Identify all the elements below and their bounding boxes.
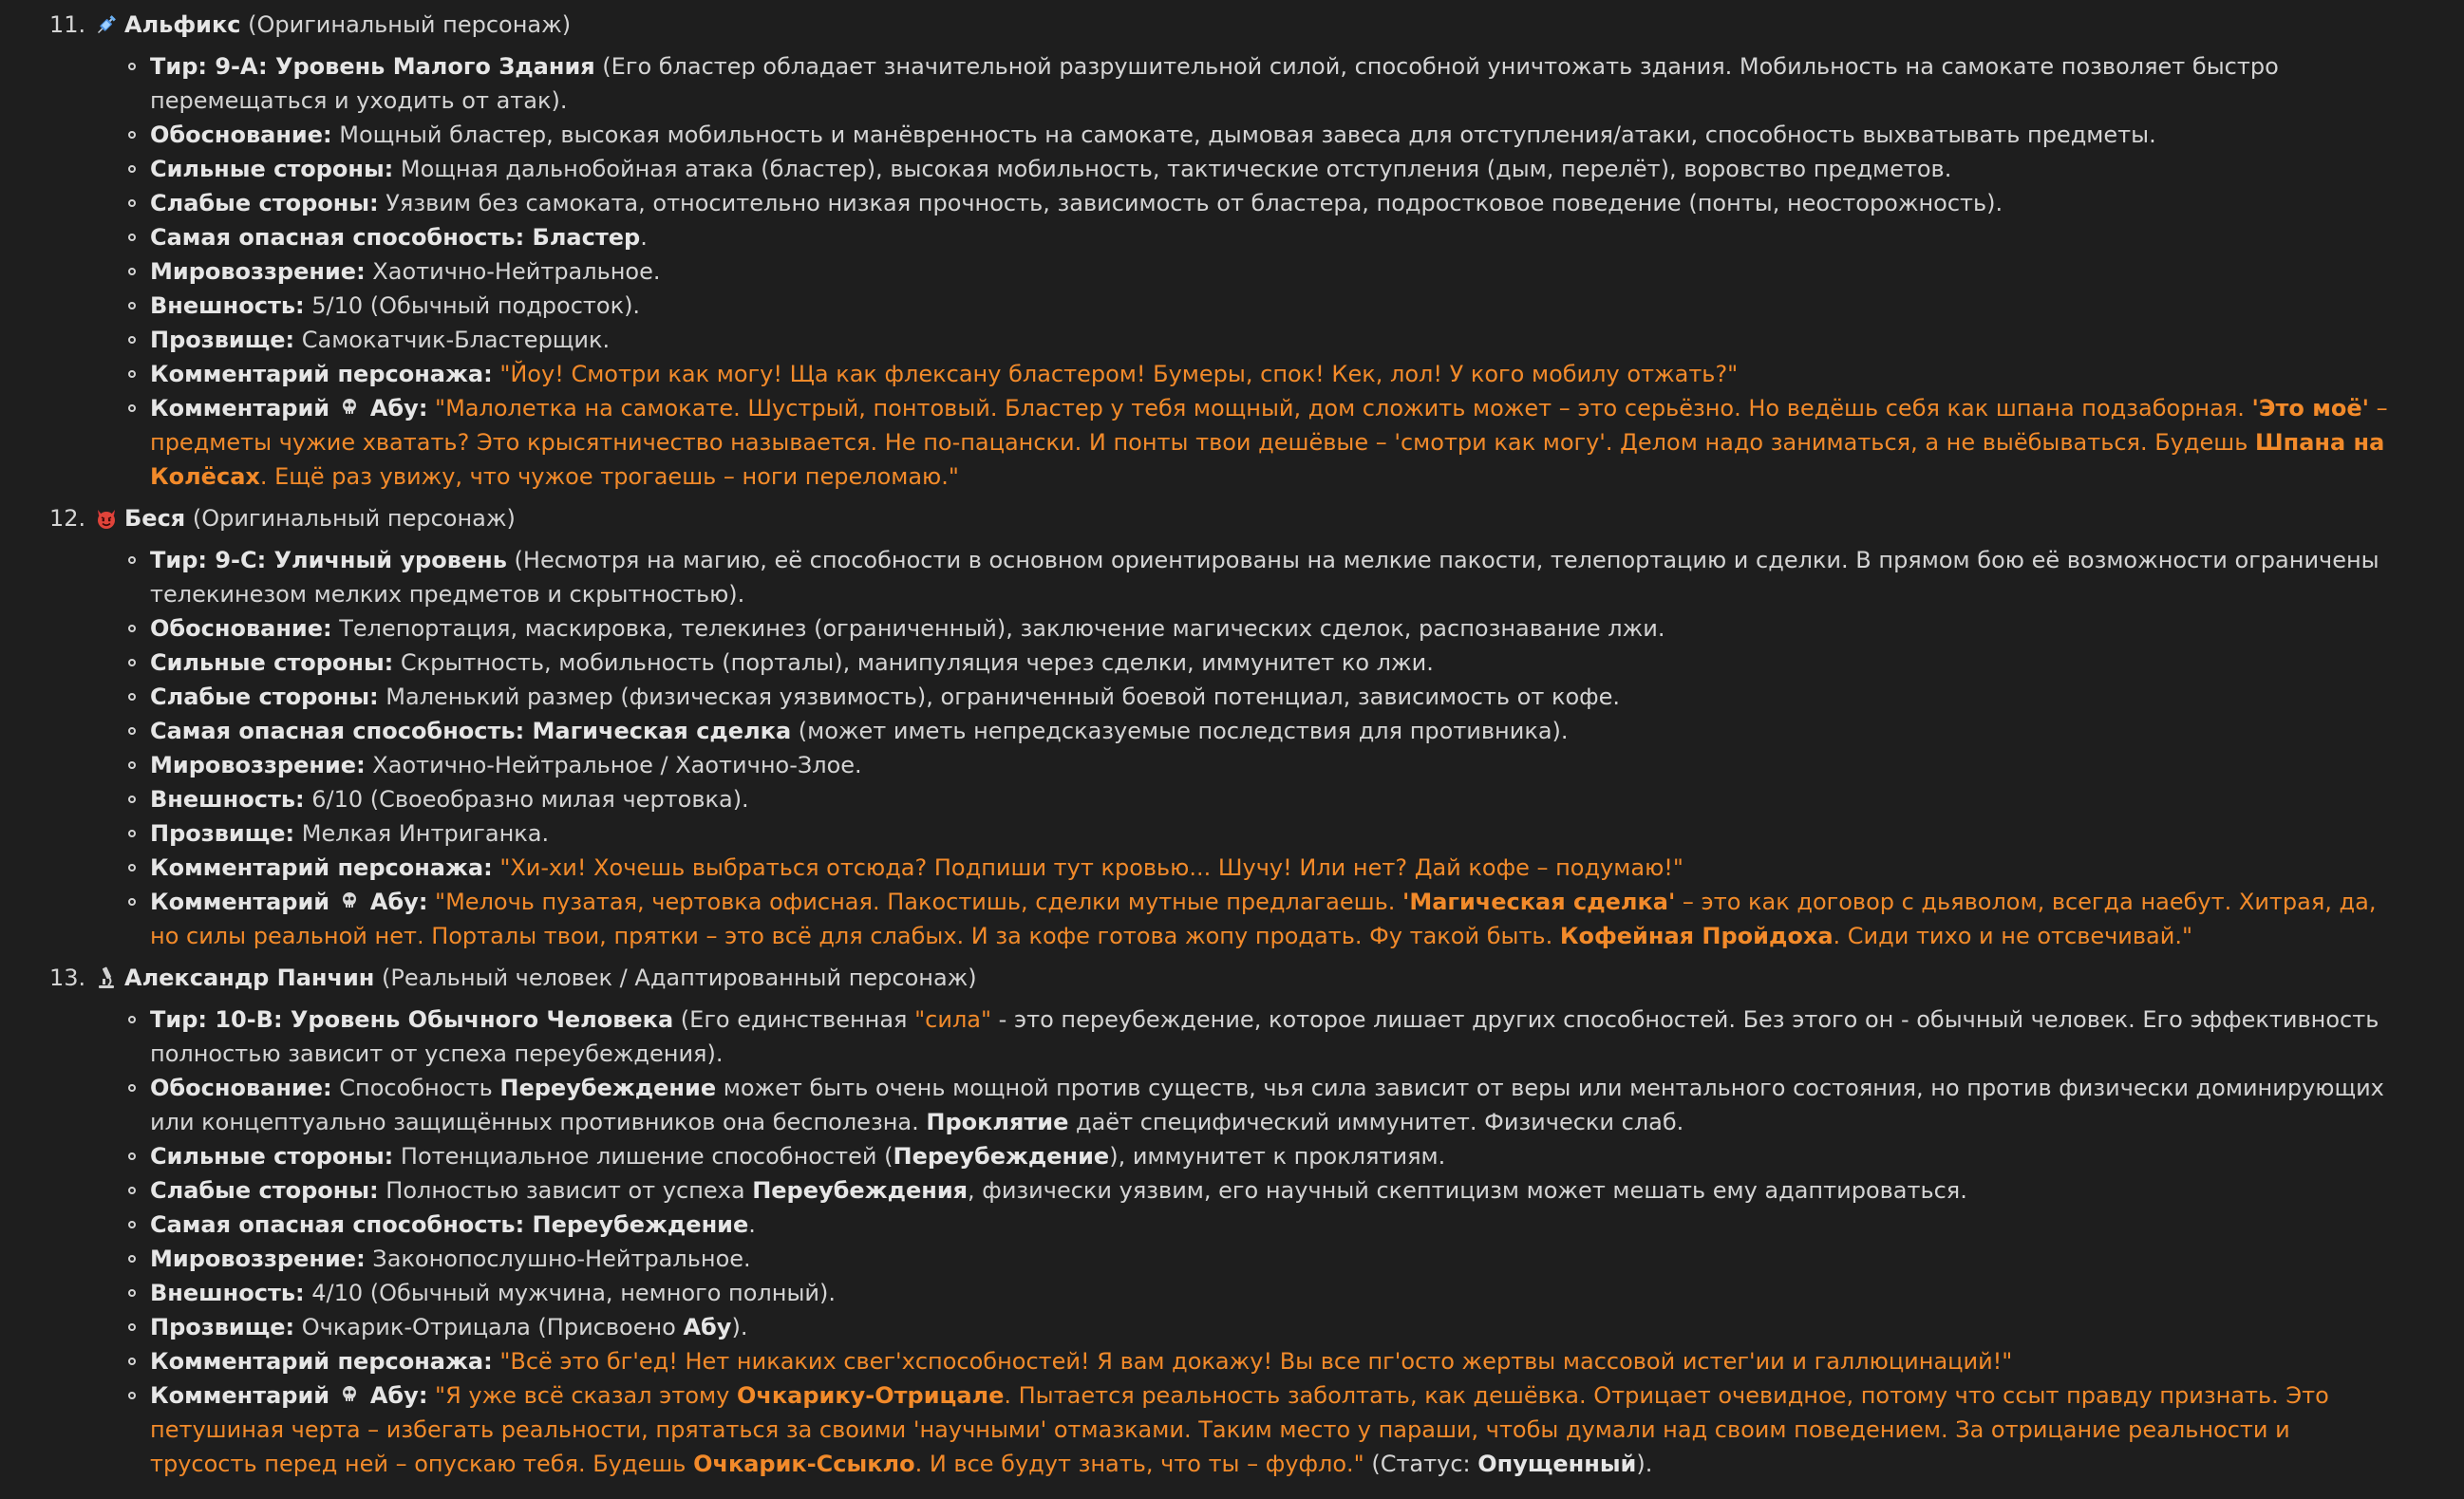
- bullet-icon: [128, 336, 136, 344]
- abu-quote-part: – это как договор с дьяволом, всегда наебут. Хитрая, да, но силы реальной нет. Порталы твои, прятки – это всё для слабых. И за кофе готова жопу продать. Фу такой быть.: [150, 889, 2377, 949]
- character-note: (Оригинальный персонаж): [185, 505, 516, 532]
- skull-icon: [337, 391, 362, 425]
- list-item-alignment: [49, 748, 2407, 782]
- list-item-abu-comment: [49, 1378, 2407, 1481]
- nickname-value: Самокатчик-Бластерщик.: [294, 327, 611, 353]
- bullet-icon: [128, 1152, 136, 1160]
- alignment-value: Хаотично-Нейтральное / Хаотично-Злое.: [365, 752, 862, 778]
- abu-comment-label-end: Абу:: [362, 1382, 428, 1409]
- weaknesses-label: Слабые стороны:: [150, 1177, 379, 1204]
- nickname-label: Прозвище:: [150, 820, 295, 847]
- tier-label: Тир: 9-C: Уличный уровень: [150, 547, 507, 573]
- list-item-danger: [49, 220, 2407, 254]
- alignment-label: Мировоззрение:: [150, 1246, 366, 1272]
- abu-comment-label: Комментарий: [150, 395, 338, 422]
- entry-11: [49, 8, 2407, 494]
- microscope-icon: [93, 961, 120, 995]
- justification-bold: Переубеждение: [499, 1075, 717, 1101]
- entry-header: [49, 8, 2407, 42]
- list-item-abu-comment: [49, 885, 2407, 953]
- danger-value: .: [640, 224, 648, 251]
- abu-comment-label-end: Абу:: [362, 889, 428, 915]
- abu-quote-part: . И все будут знать, что ты – фуфло.": [914, 1451, 1364, 1477]
- danger-ability: Бластер: [524, 224, 641, 251]
- abu-quote-part: . Пытается реальность заболтать, как дешёвка. Отрицает очевидное, потому что ссыт правду признать. Это петушиная черта – избегать реальности, прятаться за своими 'научными' отмазками. Таким место у параши, чтобы думали над своим поведением. За отрицание реальности и трусость перед ней – опускаю тебя. Будешь: [150, 1382, 2329, 1477]
- abu-quote-bold: Очкарику-Отрицале: [736, 1382, 1005, 1409]
- strengths-value: Мощная дальнобойная атака (бластер), высокая мобильность, тактические отступления (дым, перелёт), воровство предметов.: [393, 156, 1952, 182]
- nickname-value: Мелкая Интриганка.: [294, 820, 550, 847]
- tier-value: (Его бластер обладает значительной разрушительной силой, способной уничтожать здания. Мобильность на самокате позволяет быстро перемещаться и уходить от атак).: [150, 53, 2279, 114]
- bullet-icon: [128, 1358, 136, 1365]
- bullet-icon: [128, 370, 136, 378]
- weaknesses-value: Маленький размер (физическая уязвимость), ограниченный боевой потенциал, зависимость от кофе.: [378, 684, 1621, 710]
- bullet-icon: [128, 864, 136, 871]
- bullet-icon: [128, 234, 136, 241]
- abu-comment-label-end: Абу:: [362, 395, 428, 422]
- character-note: (Оригинальный персонаж): [240, 11, 572, 38]
- abu-quote-part: "Малолетка на самокате. Шустрый, понтовый. Бластер у тебя мощный, дом сложить может – это серьёзно. Но ведёшь себя как шпана подзаборная.: [427, 395, 2252, 422]
- abu-comment-label: Комментарий: [150, 1382, 338, 1409]
- list-item-nickname: [49, 323, 2407, 357]
- devil-face-icon: [93, 501, 120, 535]
- attribute-list: [49, 543, 2407, 953]
- weaknesses-label: Слабые стороны:: [150, 684, 379, 710]
- weaknesses-value: Уязвим без самоката, относительно низкая прочность, зависимость от бластера, подростковое поведение (понты, неосторожность).: [378, 190, 2003, 216]
- bullet-icon: [128, 761, 136, 769]
- list-item-weaknesses: [49, 186, 2407, 220]
- list-item-justification: [49, 611, 2407, 646]
- list-item-abu-comment: [49, 391, 2407, 494]
- character-comment-quote: "Всё это бг'ед! Нет никаких свег'хспособностей! Я вам докажу! Вы все пг'осто жертвы массовой истег'ии и галлюцинаций!": [492, 1348, 2013, 1375]
- bullet-icon: [128, 302, 136, 309]
- bullet-icon: [128, 659, 136, 666]
- character-comment-label: Комментарий персонажа:: [150, 854, 493, 881]
- nickname-value: Очкарик-Отрицала (Присвоено: [294, 1314, 684, 1340]
- abu-quote-bold: 'Это моё': [2251, 395, 2369, 422]
- entry-number: 11.: [49, 11, 86, 38]
- list-item-strengths: [49, 1139, 2407, 1173]
- weaknesses-value: Полностью зависит от успеха: [378, 1177, 753, 1204]
- justification-label: Обоснование:: [150, 122, 332, 148]
- bullet-icon: [128, 625, 136, 632]
- abu-nickname: Кофейная Пройдоха: [1559, 923, 1834, 949]
- abu-quote-part: "Мелочь пузатая, чертовка офисная. Пакостишь, сделки мутные предлагаешь.: [427, 889, 1402, 915]
- abu-status-end: ).: [1636, 1451, 1653, 1477]
- justification-label: Обоснование:: [150, 615, 332, 642]
- bullet-icon: [128, 63, 136, 70]
- tier-value-end: - это переубеждение, которое лишает других способностей. Без этого он - обычный человек. Его эффективность полностью зависит от успеха переубеждения).: [150, 1006, 2379, 1067]
- nickname-bold: Абу: [683, 1314, 732, 1340]
- abu-nickname: Шпана на Колёсах: [150, 429, 2385, 490]
- list-item-tier: [49, 543, 2407, 611]
- appearance-value: 5/10 (Обычный подросток).: [304, 292, 641, 319]
- list-item-alignment: [49, 254, 2407, 289]
- character-comment-label: Комментарий персонажа:: [150, 361, 493, 387]
- bullet-icon: [128, 1255, 136, 1263]
- list-item-weaknesses: [49, 1173, 2407, 1208]
- tier-value: (Его единственная: [673, 1006, 915, 1033]
- alignment-value: Законопослушно-Нейтральное.: [365, 1246, 751, 1272]
- tier-label: Тир: 10-B: Уровень Обычного Человека: [150, 1006, 674, 1033]
- abu-status-label: (Статус:: [1364, 1451, 1478, 1477]
- list-item-character-comment: [49, 851, 2407, 885]
- bullet-icon: [128, 1187, 136, 1194]
- list-item-appearance: [49, 782, 2407, 816]
- bullet-icon: [128, 1323, 136, 1331]
- tier-quoted-word: "сила": [914, 1006, 992, 1033]
- abu-quote-part: . Ещё раз увижу, что чужое трогаешь – ноги переломаю.": [259, 463, 959, 490]
- list-item-character-comment: [49, 357, 2407, 391]
- alignment-label: Мировоззрение:: [150, 258, 366, 285]
- abu-quote-part: . Сиди тихо и не отсвечивай.": [1833, 923, 2193, 949]
- appearance-value: 6/10 (Своеобразно милая чертовка).: [304, 786, 749, 813]
- list-item-strengths: [49, 646, 2407, 680]
- justification-value: Мощный бластер, высокая мобильность и манёвренность на самокате, дымовая завеса для отступления/атаки, способность выхватывать предметы.: [331, 122, 2156, 148]
- attribute-list: [49, 49, 2407, 494]
- skull-icon: [337, 1378, 362, 1413]
- list-item-nickname: [49, 1310, 2407, 1344]
- bullet-icon: [128, 131, 136, 139]
- attribute-list: [49, 1002, 2407, 1481]
- abu-quote-bold: 'Магическая сделка': [1401, 889, 1676, 915]
- tier-value: (Несмотря на магию, её способности в основном ориентированы на мелкие пакости, телепортацию и сделки. В прямом бою её возможности ограничены телекинезом мелких предметов и скрытностью).: [150, 547, 2379, 608]
- appearance-label: Внешность:: [150, 1280, 305, 1306]
- danger-value: .: [748, 1211, 756, 1238]
- strengths-value: Потенциальное лишение способностей (: [393, 1143, 893, 1170]
- bullet-icon: [128, 404, 136, 412]
- abu-nickname: Очкарик-Ссыкло: [693, 1451, 915, 1477]
- appearance-value: 4/10 (Обычный мужчина, немного полный).: [304, 1280, 836, 1306]
- nickname-value-end: ).: [731, 1314, 748, 1340]
- strengths-label: Сильные стороны:: [150, 156, 394, 182]
- danger-label: Самая опасная способность:: [150, 1211, 525, 1238]
- nickname-label: Прозвище:: [150, 1314, 295, 1340]
- entry-13: [49, 961, 2407, 1481]
- bullet-icon: [128, 1084, 136, 1092]
- bullet-icon: [128, 830, 136, 837]
- list-item-strengths: [49, 152, 2407, 186]
- tier-label: Тир: 9-A: Уровень Малого Здания: [150, 53, 595, 80]
- bullet-icon: [128, 1016, 136, 1023]
- bullet-icon: [128, 727, 136, 735]
- skull-icon: [337, 885, 362, 919]
- list-item-weaknesses: [49, 680, 2407, 714]
- character-name: Альфикс: [124, 11, 241, 38]
- weaknesses-label: Слабые стороны:: [150, 190, 379, 216]
- character-comment-quote: "Йоу! Смотри как могу! Ща как флексану бластером! Бумеры, спок! Кек, лол! У кого мобилу отжать?": [492, 361, 1739, 387]
- justification-label: Обоснование:: [150, 1075, 332, 1101]
- nickname-label: Прозвище:: [150, 327, 295, 353]
- character-note: (Реальный человек / Адаптированный персонаж): [374, 965, 977, 991]
- list-item-alignment: [49, 1242, 2407, 1276]
- character-name: Беся: [124, 505, 186, 532]
- weaknesses-value: , физически уязвим, его научный скептицизм может мешать ему адаптироваться.: [968, 1177, 1967, 1204]
- entry-number: 13.: [49, 965, 86, 991]
- justification-value: Телепортация, маскировка, телекинез (ограниченный), заключение магических сделок, распознавание лжи.: [331, 615, 1665, 642]
- bullet-icon: [128, 199, 136, 207]
- entry-header: [49, 961, 2407, 995]
- alignment-label: Мировоззрение:: [150, 752, 366, 778]
- list-item-tier: [49, 49, 2407, 118]
- abu-quote-part: – предметы чужие хватать? Это крысятничество называется. Не по-пацански. И понты твои дешёвые – 'смотри как могу'. Делом надо заниматься, а не выёбываться. Будешь: [150, 395, 2388, 456]
- character-comment-quote: "Хи-хи! Хочешь выбраться отсюда? Подпиши тут кровью... Шучу! Или нет? Дай кофе – подумаю!": [492, 854, 1683, 881]
- danger-ability: Переубеждение: [524, 1211, 749, 1238]
- character-comment-label: Комментарий персонажа:: [150, 1348, 493, 1375]
- strengths-label: Сильные стороны:: [150, 649, 394, 676]
- appearance-label: Внешность:: [150, 786, 305, 813]
- justification-value: Способность: [331, 1075, 500, 1101]
- list-item-nickname: [49, 816, 2407, 851]
- bullet-icon: [128, 268, 136, 275]
- entry-header: [49, 501, 2407, 535]
- list-item-danger: [49, 714, 2407, 748]
- danger-value: (может иметь непредсказуемые последствия для противника).: [791, 718, 1569, 744]
- bullet-icon: [128, 898, 136, 906]
- weaknesses-bold: Переубеждения: [752, 1177, 969, 1204]
- danger-label: Самая опасная способность:: [150, 718, 525, 744]
- abu-comment-label: Комментарий: [150, 889, 338, 915]
- bullet-icon: [128, 1221, 136, 1228]
- list-item-appearance: [49, 1276, 2407, 1310]
- strengths-label: Сильные стороны:: [150, 1143, 394, 1170]
- justification-value: может быть очень мощной против существ, чья сила зависит от веры или ментального состояния, но против физически доминирующих или концептуально защищённых противников она бесполезна.: [150, 1075, 2384, 1135]
- bullet-icon: [128, 165, 136, 173]
- justification-bold: Проклятие: [926, 1109, 1069, 1135]
- bullet-icon: [128, 556, 136, 564]
- bullet-icon: [128, 796, 136, 803]
- danger-ability: Магическая сделка: [524, 718, 792, 744]
- character-name: Александр Панчин: [124, 965, 375, 991]
- entry-number: 12.: [49, 505, 86, 532]
- bullet-icon: [128, 1392, 136, 1399]
- abu-status-value: Опущенный: [1477, 1451, 1637, 1477]
- justification-value: даёт специфический иммунитет. Физически слаб.: [1068, 1109, 1684, 1135]
- bullet-icon: [128, 693, 136, 701]
- danger-label: Самая опасная способность:: [150, 224, 525, 251]
- strengths-value: Скрытность, мобильность (порталы), манипуляция через сделки, иммунитет ко лжи.: [393, 649, 1434, 676]
- bullet-icon: [128, 1289, 136, 1297]
- strengths-bold: Переубеждение: [893, 1143, 1110, 1170]
- list-item-appearance: [49, 289, 2407, 323]
- strengths-value: ), иммунитет к проклятиям.: [1109, 1143, 1446, 1170]
- list-item-justification: [49, 1071, 2407, 1139]
- alignment-value: Хаотично-Нейтральное.: [365, 258, 661, 285]
- list-item-character-comment: [49, 1344, 2407, 1378]
- list-item-justification: [49, 118, 2407, 152]
- list-item-tier: [49, 1002, 2407, 1071]
- syringe-icon: [93, 8, 120, 42]
- abu-quote-part: "Я уже всё сказал этому: [427, 1382, 737, 1409]
- appearance-label: Внешность:: [150, 292, 305, 319]
- list-item-danger: [49, 1208, 2407, 1242]
- entry-12: [49, 501, 2407, 953]
